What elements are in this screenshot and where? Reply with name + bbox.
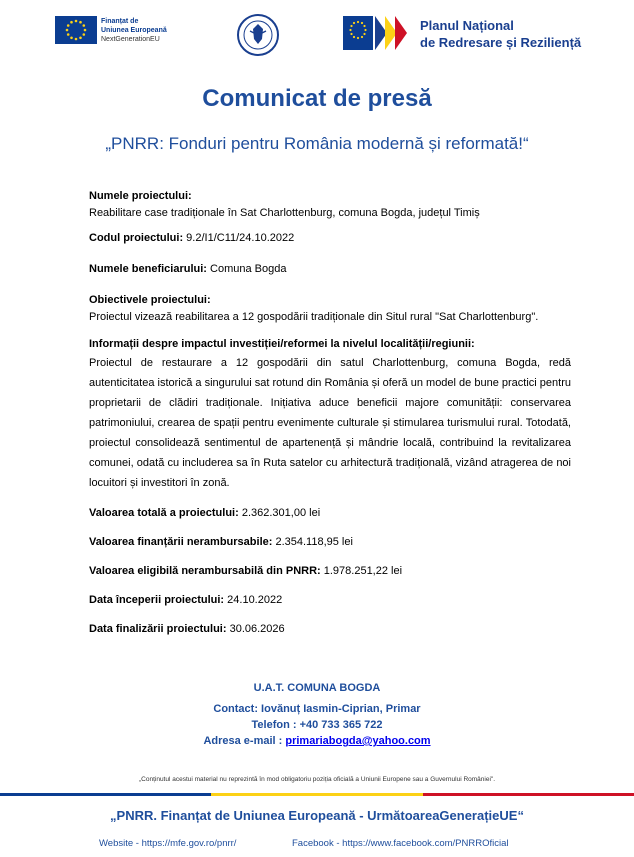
tricolor-divider: [0, 793, 634, 796]
project-code-label: Codul proiectului:: [89, 232, 184, 244]
project-details: [89, 188, 571, 644]
objectives-label: Obiectivele proiectului:: [89, 294, 211, 306]
impact-value: Proiectul de restaurare a 12 gospodării din satul Charlottenburg, comuna Bogda, redă autenticitatea istorică a singurului sat rotund din România și oferă un model de bune practici pentru proprietarii de clădiri tradiționale. Inițiativa aduce beneficii majore comunității: conservarea patrimoniului, crearea de spații pentru evenimente culturale și stimularea turismului rural. Totodată, proiectul consolidează sentimentul de apartenență și mândrie locală, contribuind la revitalizarea comunei, odată cu includerea sa în Ruta satelor cu arhitectură tradițională, vizând atragerea de noi locuitori și investitori în zonă.: [89, 357, 571, 489]
start-date-block: [89, 592, 571, 609]
eu-flag-icon: [55, 16, 97, 44]
project-name-block: [89, 188, 571, 222]
contact-email-label: Adresa e-mail :: [203, 735, 286, 747]
eligible-label: Valoarea eligibilă nerambursabilă din PNRR:: [89, 565, 321, 577]
beneficiary-block: [89, 261, 571, 278]
end-date-value: 30.06.2026: [229, 623, 285, 635]
objectives-value: Proiectul vizează reabilitarea a 12 gospodării tradiționale din Situl rural "Sat Charlottenburg".: [89, 311, 539, 323]
total-value-block: [89, 505, 571, 522]
impact-label: Informații despre impactul investiției/reformei la nivelul localității/regiunii:: [89, 338, 475, 350]
facebook-link[interactable]: Facebook - https://www.facebook.com/PNRROficial: [292, 838, 509, 849]
nonrefundable-block: [89, 534, 571, 551]
beneficiary-value: Comuna Bogda: [210, 263, 287, 275]
contact-email-line: [0, 735, 634, 747]
total-value-label: Valoarea totală a proiectului:: [89, 507, 239, 519]
total-value-value: 2.362.301,00 lei: [241, 507, 321, 519]
website-link[interactable]: Website - https://mfe.gov.ro/pnrr/: [99, 838, 237, 849]
project-name-label: Numele proiectului:: [89, 190, 192, 202]
footer-tagline: „PNRR. Finanțat de Uniunea Europeană - UrmătoareaGenerațieUE“: [110, 808, 524, 823]
contact-person: Contact: Iovănuț Iasmin-Ciprian, Primar: [213, 703, 421, 715]
page-subtitle: „PNRR: Fonduri pentru România modernă și reformată!“: [105, 134, 529, 153]
impact-block: [89, 336, 571, 493]
project-name-value: Reabilitare case tradiționale în Sat Charlottenburg, comuna Bogda, județul Timiș: [89, 207, 480, 219]
nonrefundable-value: 2.354.118,95 lei: [275, 536, 353, 548]
page-title: Comunicat de presă: [202, 85, 432, 112]
beneficiary-label: Numele beneficiarului:: [89, 263, 207, 275]
start-date-value: 24.10.2022: [227, 594, 283, 606]
eligible-value: 1.978.251,22 lei: [323, 565, 403, 577]
pnrr-logo-text: Planul Național de Redresare și Reziliență: [420, 18, 582, 50]
objectives-block: [89, 292, 571, 326]
contact-phone: Telefon : +40 733 365 722: [251, 719, 383, 731]
project-code-value: 9.2/I1/C11/24.10.2022: [186, 232, 295, 244]
eu-logo-text: Finanțat de Uniunea Europeană NextGenerationEU: [101, 18, 167, 43]
government-seal-icon: [236, 13, 280, 57]
project-code-block: [89, 230, 571, 247]
end-date-block: [89, 621, 571, 638]
contact-email-link[interactable]: primariabogda@yahoo.com: [285, 735, 431, 747]
end-date-label: Data finalizării proiectului:: [89, 623, 227, 635]
eligible-block: [89, 563, 571, 580]
start-date-label: Data începerii proiectului:: [89, 594, 225, 606]
contact-org: U.A.T. COMUNA BOGDA: [253, 682, 381, 694]
pnrr-logo-icon: [343, 14, 413, 52]
nonrefundable-label: Valoarea finanțării nerambursabile:: [89, 536, 273, 548]
disclaimer: „Conținutul acestui material nu reprezintă în mod obligatoriu poziția oficială a Uniunii Europene sau a Guvernului României".: [138, 776, 496, 783]
